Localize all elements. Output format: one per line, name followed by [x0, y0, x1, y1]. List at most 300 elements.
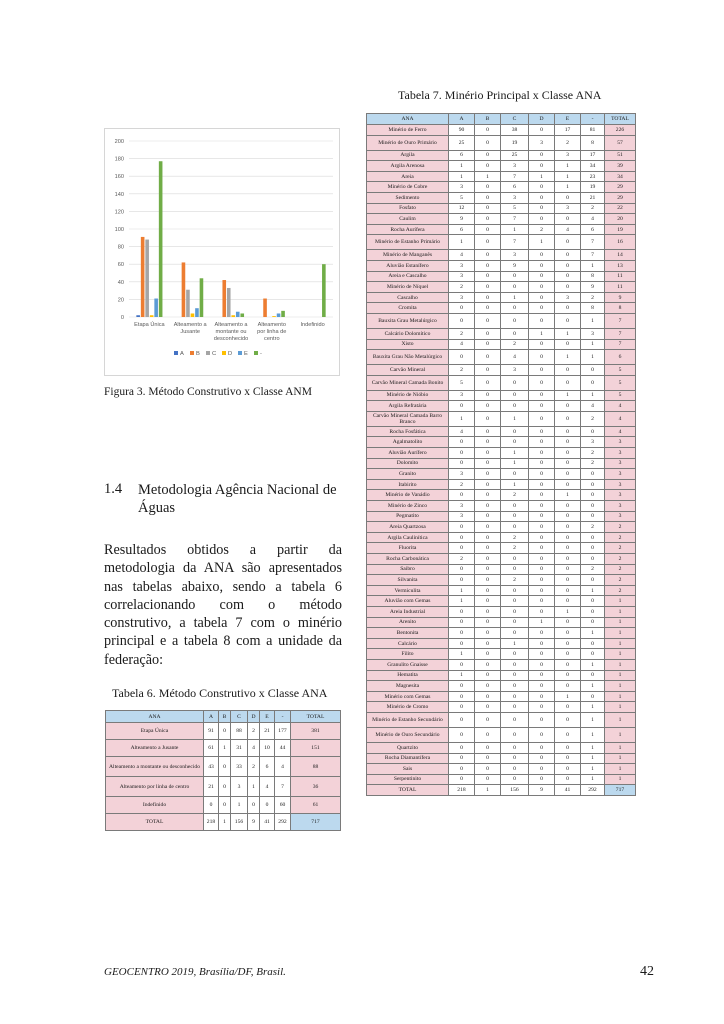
- table-cell: 7: [605, 313, 636, 328]
- table-row: [367, 125, 636, 136]
- row-label: Argila Arenosa: [367, 161, 449, 172]
- row-label: Areia: [367, 171, 449, 182]
- table-cell: 60: [275, 797, 291, 814]
- row-label: Argila Refratária: [367, 401, 449, 412]
- table-cell: 38: [501, 125, 529, 136]
- table-cell: 2: [581, 458, 605, 469]
- table-row: [106, 757, 341, 777]
- table-cell: 2: [581, 203, 605, 214]
- table-cell: 16: [605, 235, 636, 250]
- table-cell: 0: [529, 490, 555, 501]
- table-cell: 11: [605, 271, 636, 282]
- table-cell: 0: [475, 532, 501, 543]
- table-cell: 0: [529, 681, 555, 692]
- table-cell: 3: [605, 437, 636, 448]
- table-row: [367, 469, 636, 480]
- table-cell: 7: [605, 339, 636, 350]
- table-cell: 0: [555, 411, 581, 426]
- table-cell: 0: [581, 638, 605, 649]
- table-row: [367, 522, 636, 533]
- table-cell: 8: [581, 303, 605, 314]
- row-label: TOTAL: [367, 785, 449, 796]
- table-cell: 5: [449, 375, 475, 390]
- table-cell: 0: [501, 617, 529, 628]
- column-header: -: [581, 114, 605, 125]
- table-cell: 21: [204, 777, 219, 797]
- table-cell: 0: [581, 375, 605, 390]
- table-cell: 0: [555, 235, 581, 250]
- row-label: Carvão Mineral: [367, 365, 449, 376]
- table-row: [367, 282, 636, 293]
- x-tick-label: Indefinido: [300, 322, 325, 328]
- table-6: [105, 710, 341, 831]
- table-row: [367, 575, 636, 586]
- table-cell: 0: [529, 411, 555, 426]
- table-cell: 218: [204, 814, 219, 831]
- y-tick-label: 20: [117, 297, 124, 304]
- bar: [191, 313, 195, 317]
- table-cell: 1: [475, 171, 501, 182]
- table-cell: 1: [501, 638, 529, 649]
- table-cell: 0: [475, 401, 501, 412]
- table-cell: 0: [529, 271, 555, 282]
- table-cell: 0: [449, 712, 475, 727]
- table-cell: 1: [581, 313, 605, 328]
- table-cell: 0: [555, 375, 581, 390]
- table-row: [367, 135, 636, 150]
- table-cell: 1: [449, 670, 475, 681]
- table-cell: 8: [605, 303, 636, 314]
- table-cell: 2: [605, 564, 636, 575]
- bar-chart: [105, 129, 339, 375]
- table-cell: 0: [449, 543, 475, 554]
- x-tick-label: Jusante: [180, 329, 200, 335]
- table-cell: 0: [581, 501, 605, 512]
- table-row: [367, 203, 636, 214]
- table-cell: 2: [248, 757, 260, 777]
- table-cell: 0: [449, 659, 475, 670]
- column-header: D: [248, 711, 260, 723]
- row-label: Areia Industrial: [367, 606, 449, 617]
- table-cell: 1: [501, 479, 529, 490]
- table-cell: 1: [605, 727, 636, 742]
- table-cell: 1: [605, 638, 636, 649]
- table-cell: 0: [449, 742, 475, 753]
- bar: [182, 262, 186, 317]
- table-cell: 0: [555, 659, 581, 670]
- bar: [136, 315, 140, 317]
- table-row: [106, 814, 341, 831]
- table-cell: 0: [555, 365, 581, 376]
- row-label: Minério de Ouro Secundário: [367, 727, 449, 742]
- table-row: [106, 797, 341, 814]
- table-cell: 2: [501, 575, 529, 586]
- row-label: TOTAL: [106, 814, 204, 831]
- table-cell: 0: [555, 596, 581, 607]
- table-cell: 0: [529, 469, 555, 480]
- table-cell: 0: [529, 313, 555, 328]
- table-row: [367, 182, 636, 193]
- table-row: [106, 777, 341, 797]
- bar: [159, 161, 163, 317]
- table-cell: 0: [529, 606, 555, 617]
- table-cell: 0: [501, 585, 529, 596]
- table-cell: 0: [529, 260, 555, 271]
- table-cell: 0: [529, 522, 555, 533]
- table-cell: 381: [291, 723, 341, 740]
- x-tick-label: Alteamento a: [214, 322, 248, 328]
- row-label: Minério de Níquel: [367, 282, 449, 293]
- table-cell: 0: [475, 649, 501, 660]
- row-label: Alteamento por linha de centro: [106, 777, 204, 797]
- table-cell: 1: [581, 742, 605, 753]
- table-cell: 1: [605, 742, 636, 753]
- table-row: [367, 271, 636, 282]
- table-cell: 2: [501, 490, 529, 501]
- table-cell: 0: [475, 564, 501, 575]
- table-cell: 151: [291, 740, 341, 757]
- column-header: C: [231, 711, 248, 723]
- table-cell: 0: [501, 554, 529, 565]
- table-cell: 0: [555, 214, 581, 225]
- y-tick-label: 140: [114, 191, 124, 198]
- table-cell: 33: [231, 757, 248, 777]
- table-cell: 3: [555, 150, 581, 161]
- table-cell: 0: [475, 150, 501, 161]
- table-cell: 0: [529, 150, 555, 161]
- table-row: [367, 313, 636, 328]
- table-cell: 1: [529, 328, 555, 339]
- row-label: Dolomito: [367, 458, 449, 469]
- table-cell: 3: [501, 365, 529, 376]
- table-row: [367, 250, 636, 261]
- table-row: [367, 606, 636, 617]
- table-cell: 0: [475, 543, 501, 554]
- table-cell: 0: [501, 628, 529, 639]
- table-cell: 0: [581, 479, 605, 490]
- table-cell: 0: [529, 390, 555, 401]
- table-cell: 21: [581, 192, 605, 203]
- table-cell: 0: [501, 606, 529, 617]
- table-cell: 3: [581, 437, 605, 448]
- table-cell: 2: [248, 723, 260, 740]
- table-cell: 0: [475, 375, 501, 390]
- table-cell: 2: [449, 282, 475, 293]
- figure-3-chart: [104, 128, 340, 376]
- bar: [263, 299, 267, 317]
- table-cell: 0: [449, 522, 475, 533]
- table-cell: 34: [605, 171, 636, 182]
- table-row: [367, 171, 636, 182]
- row-label: Argila: [367, 150, 449, 161]
- table-cell: 1: [581, 260, 605, 271]
- table-cell: 1: [555, 161, 581, 172]
- table-cell: 1: [555, 182, 581, 193]
- table-cell: 0: [449, 448, 475, 459]
- table-cell: 6: [605, 350, 636, 365]
- y-tick-label: 80: [117, 244, 124, 251]
- row-label: Areia e Cascalho: [367, 271, 449, 282]
- table-cell: 3: [605, 469, 636, 480]
- table-cell: 0: [529, 282, 555, 293]
- bar: [277, 313, 281, 317]
- x-tick-label: montante ou: [215, 329, 247, 335]
- bar: [322, 264, 326, 317]
- table-cell: 0: [449, 437, 475, 448]
- table-cell: 0: [555, 702, 581, 713]
- table-cell: 0: [555, 192, 581, 203]
- row-label: Saibro: [367, 564, 449, 575]
- table-cell: 2: [581, 448, 605, 459]
- table-cell: 88: [231, 723, 248, 740]
- table-cell: 1: [231, 797, 248, 814]
- table-7-header-row: [367, 114, 636, 125]
- table-cell: 2: [581, 411, 605, 426]
- table-row: [106, 723, 341, 740]
- table-cell: 31: [231, 740, 248, 757]
- column-header: C: [501, 114, 529, 125]
- table-cell: 3: [605, 448, 636, 459]
- table-cell: 1: [605, 681, 636, 692]
- table-cell: 0: [529, 764, 555, 775]
- table-cell: 0: [555, 670, 581, 681]
- table-cell: 0: [555, 271, 581, 282]
- table-cell: 61: [291, 797, 341, 814]
- table-cell: 0: [475, 628, 501, 639]
- row-label: Minério de Estanho Secundário: [367, 712, 449, 727]
- table-cell: 3: [449, 390, 475, 401]
- table-cell: 0: [449, 564, 475, 575]
- table-cell: 4: [449, 339, 475, 350]
- table-cell: 25: [501, 150, 529, 161]
- table-cell: 0: [529, 596, 555, 607]
- table-row: [367, 401, 636, 412]
- table-cell: 0: [581, 691, 605, 702]
- table-cell: 0: [475, 224, 501, 235]
- table-cell: 51: [605, 150, 636, 161]
- row-label: Rocha Carbonática: [367, 554, 449, 565]
- table-row: [367, 328, 636, 339]
- bar: [200, 278, 204, 317]
- x-tick-label: Etapa Única: [134, 322, 165, 328]
- table-cell: 0: [475, 458, 501, 469]
- table-cell: 4: [555, 224, 581, 235]
- table-cell: 6: [581, 224, 605, 235]
- table-cell: 1: [605, 606, 636, 617]
- row-label: Fluorita: [367, 543, 449, 554]
- bar: [186, 290, 190, 317]
- table-cell: 0: [555, 479, 581, 490]
- table-cell: 0: [475, 365, 501, 376]
- table-cell: 44: [275, 740, 291, 757]
- table-row: [367, 742, 636, 753]
- table-cell: 3: [501, 192, 529, 203]
- y-tick-label: 200: [114, 139, 124, 145]
- row-label: Areia Quartzosa: [367, 522, 449, 533]
- table-cell: 0: [449, 702, 475, 713]
- table-7: [366, 113, 636, 796]
- table-cell: 226: [605, 125, 636, 136]
- table-cell: 0: [555, 564, 581, 575]
- table-cell: 0: [555, 543, 581, 554]
- table-cell: 0: [529, 774, 555, 785]
- table-row: [367, 511, 636, 522]
- table-cell: 0: [529, 659, 555, 670]
- row-label: Sais: [367, 764, 449, 775]
- table-cell: 0: [475, 554, 501, 565]
- table-cell: 3: [605, 479, 636, 490]
- table-row: [367, 727, 636, 742]
- table-cell: 17: [555, 125, 581, 136]
- row-label: Arenito: [367, 617, 449, 628]
- legend-label: C: [212, 351, 217, 357]
- table-cell: 0: [555, 628, 581, 639]
- table-cell: 2: [605, 575, 636, 586]
- table-cell: 0: [529, 437, 555, 448]
- y-tick-label: 60: [117, 262, 124, 269]
- table-cell: 0: [475, 659, 501, 670]
- table-cell: 23: [581, 171, 605, 182]
- table-cell: 6: [449, 224, 475, 235]
- table-row: [367, 235, 636, 250]
- column-header: E: [555, 114, 581, 125]
- table-cell: 0: [555, 649, 581, 660]
- row-label: Itabirito: [367, 479, 449, 490]
- table-cell: 0: [475, 250, 501, 261]
- table-cell: 0: [529, 511, 555, 522]
- row-label: Rocha Diamantífera: [367, 753, 449, 764]
- table-row: [367, 448, 636, 459]
- table-cell: 0: [501, 501, 529, 512]
- table-cell: 0: [501, 426, 529, 437]
- column-header: -: [275, 711, 291, 723]
- table-cell: 20: [605, 214, 636, 225]
- table-cell: 39: [605, 161, 636, 172]
- row-label: Filito: [367, 649, 449, 660]
- table-cell: 1: [555, 350, 581, 365]
- table-cell: 0: [475, 575, 501, 586]
- table-row: [367, 617, 636, 628]
- table-cell: 8: [581, 271, 605, 282]
- table-cell: 90: [449, 125, 475, 136]
- table-cell: 1: [501, 448, 529, 459]
- table-cell: 1: [555, 390, 581, 401]
- table-cell: 19: [605, 224, 636, 235]
- section-number: 1.4: [104, 481, 123, 497]
- row-label: Rocha Aurífera: [367, 224, 449, 235]
- legend-label: -: [260, 351, 262, 357]
- table-cell: 2: [581, 292, 605, 303]
- row-label: Aluvião Aurífero: [367, 448, 449, 459]
- row-label: Xisto: [367, 339, 449, 350]
- legend-swatch: [254, 351, 258, 355]
- column-header: D: [529, 114, 555, 125]
- table-cell: 1: [555, 606, 581, 617]
- table-row: [367, 638, 636, 649]
- row-label: Alteamento a montante ou desconhecido: [106, 757, 204, 777]
- table-row: [367, 543, 636, 554]
- table-cell: 3: [449, 501, 475, 512]
- table-cell: 0: [581, 554, 605, 565]
- table-cell: 7: [501, 214, 529, 225]
- table-cell: 0: [581, 596, 605, 607]
- table-cell: 0: [475, 691, 501, 702]
- table-cell: 14: [605, 250, 636, 261]
- table-row: [367, 691, 636, 702]
- table-cell: 0: [449, 575, 475, 586]
- table-cell: 0: [529, 214, 555, 225]
- table-cell: 4: [605, 401, 636, 412]
- table-cell: 25: [449, 135, 475, 150]
- table-cell: 0: [555, 712, 581, 727]
- table-cell: 0: [529, 585, 555, 596]
- table-cell: 0: [529, 554, 555, 565]
- table-row: [367, 628, 636, 639]
- table-cell: 0: [501, 764, 529, 775]
- table-cell: 0: [219, 757, 231, 777]
- table-cell: 1: [449, 585, 475, 596]
- table-cell: 3: [231, 777, 248, 797]
- table-cell: 0: [475, 328, 501, 339]
- table-cell: 1: [248, 777, 260, 797]
- table-cell: 0: [475, 469, 501, 480]
- table-cell: 0: [449, 606, 475, 617]
- table-cell: 0: [555, 742, 581, 753]
- table-cell: 0: [449, 350, 475, 365]
- y-tick-label: 120: [114, 209, 124, 216]
- table-cell: 0: [475, 282, 501, 293]
- table-cell: 0: [475, 479, 501, 490]
- table-cell: 1: [581, 764, 605, 775]
- table-cell: 0: [555, 303, 581, 314]
- legend-label: D: [228, 351, 233, 357]
- table-cell: 1: [529, 235, 555, 250]
- table-cell: 0: [501, 313, 529, 328]
- table-cell: 1: [605, 712, 636, 727]
- table-cell: 2: [581, 564, 605, 575]
- table-row: [367, 150, 636, 161]
- table-cell: 4: [605, 411, 636, 426]
- table-cell: 2: [605, 532, 636, 543]
- table-cell: 0: [581, 543, 605, 554]
- table-cell: 2: [449, 365, 475, 376]
- table-cell: 0: [475, 390, 501, 401]
- table-cell: 3: [581, 328, 605, 339]
- table-cell: 0: [449, 532, 475, 543]
- table-cell: 0: [501, 753, 529, 764]
- column-header: A: [449, 114, 475, 125]
- legend-label: A: [180, 351, 184, 357]
- table-cell: 1: [219, 814, 231, 831]
- table-cell: 0: [555, 426, 581, 437]
- table-cell: 2: [605, 543, 636, 554]
- table-6-caption: Tabela 6. Método Construtivo x Classe ANA: [112, 686, 328, 700]
- table-cell: 3: [605, 458, 636, 469]
- table-row: [367, 458, 636, 469]
- row-label: Aluvião com Gemas: [367, 596, 449, 607]
- table-cell: 1: [581, 628, 605, 639]
- x-tick-label: desconhecido: [213, 336, 249, 342]
- table-cell: 0: [581, 617, 605, 628]
- table-cell: 0: [260, 797, 275, 814]
- table-cell: 1: [605, 596, 636, 607]
- row-label: Carvão Mineral Camada Bonito: [367, 375, 449, 390]
- table-cell: 0: [529, 292, 555, 303]
- table-cell: 10: [260, 740, 275, 757]
- table-cell: 0: [501, 742, 529, 753]
- table-cell: 0: [449, 691, 475, 702]
- bar: [195, 308, 199, 317]
